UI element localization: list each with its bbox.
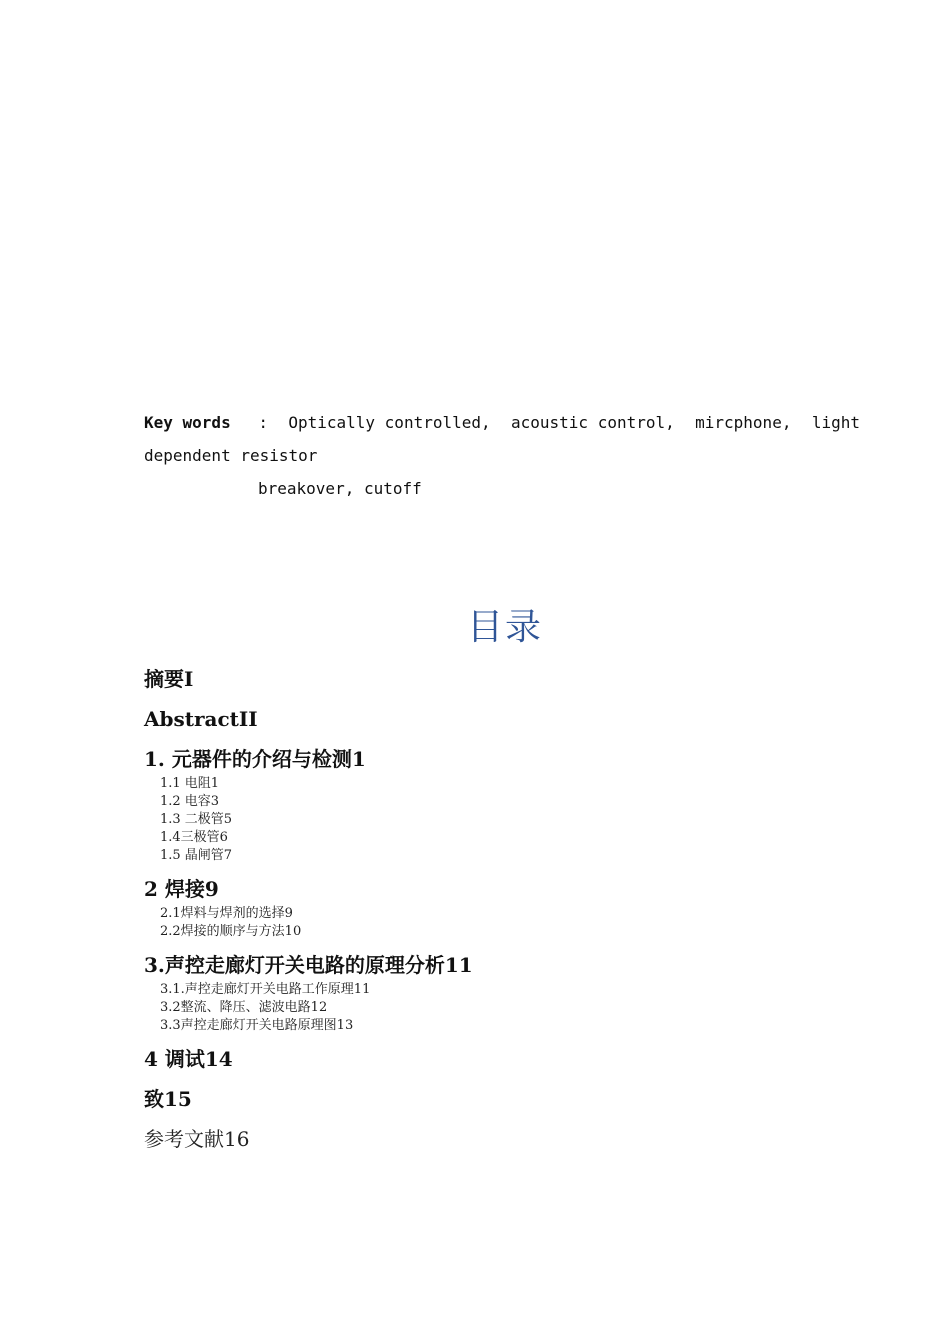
toc-entry-chapter-1[interactable]: 1. 元器件的介绍与检测1 [144, 747, 366, 771]
keywords-label: Key words [144, 413, 231, 432]
toc-entry-references[interactable]: 参考文献16 [144, 1127, 250, 1151]
toc-entry-chapter-2[interactable]: 2 焊接9 [144, 877, 219, 901]
toc-entry-section-1-1[interactable]: 1.1 电阻1 [160, 776, 220, 791]
toc-entry-section-1-4[interactable]: 1.4三极管6 [160, 830, 228, 845]
keyword-term: light [811, 413, 860, 432]
toc-entry-abstract-en[interactable]: AbstractII [144, 707, 258, 731]
keywords-label-group [144, 412, 268, 434]
toc-entry-chapter-4[interactable]: 4 调试14 [144, 1047, 233, 1071]
toc-entry-section-2-1[interactable]: 2.1焊料与焊剂的选择9 [160, 906, 293, 921]
toc-entry-section-1-5[interactable]: 1.5 晶闸管7 [160, 848, 233, 863]
toc-entry-abstract-cn[interactable]: 摘要I [144, 667, 194, 691]
keywords-colon: : [258, 413, 268, 432]
toc-entry-chapter-3[interactable]: 3.声控走廊灯开关电路的原理分析11 [144, 953, 473, 977]
keywords-line-1 [144, 412, 860, 434]
keyword-term: Optically controlled, [288, 413, 491, 432]
keyword-term: mircphone, [695, 413, 792, 432]
toc-entry-section-1-3[interactable]: 1.3 二极管5 [160, 812, 233, 827]
toc-entry-section-3-1[interactable]: 3.1.声控走廊灯开关电路工作原理11 [160, 982, 371, 997]
toc-entry-section-3-2[interactable]: 3.2整流、降压、滤波电路12 [160, 1000, 328, 1015]
toc-entry-section-3-3[interactable]: 3.3声控走廊灯开关电路原理图13 [160, 1018, 354, 1033]
toc-entry-section-1-2[interactable]: 1.2 电容3 [160, 794, 220, 809]
toc-entry-acknowledgement[interactable]: 致15 [144, 1087, 192, 1111]
keywords-line-2: dependent resistor [144, 446, 318, 465]
keywords-line-3: breakover, cutoff [258, 479, 422, 498]
toc-entry-section-2-2[interactable]: 2.2焊接的顺序与方法10 [160, 924, 302, 939]
keyword-term: acoustic control, [511, 413, 675, 432]
toc-title: 目录 [466, 607, 543, 648]
